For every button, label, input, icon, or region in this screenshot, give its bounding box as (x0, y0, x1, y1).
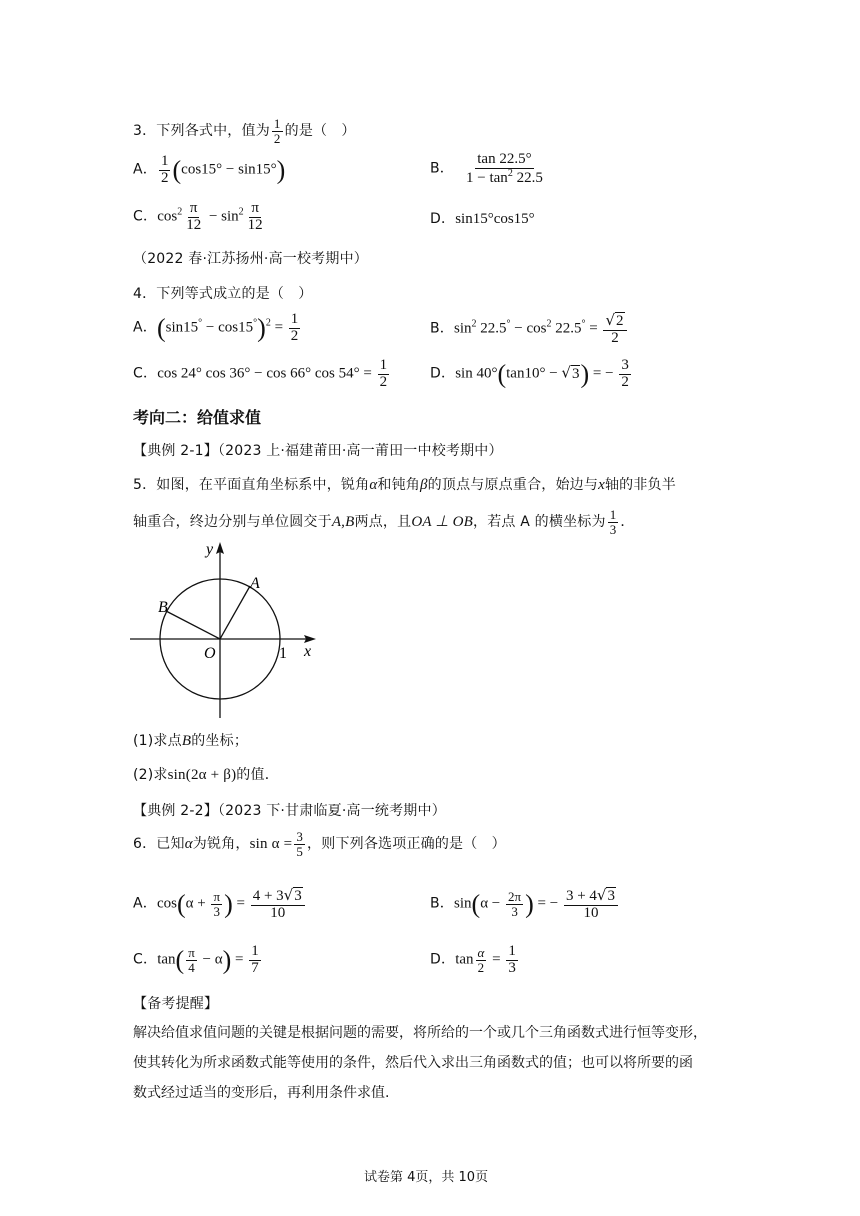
radicand: 2 (616, 313, 624, 329)
option-label: A． (133, 319, 157, 336)
frac-num: √2 (603, 312, 626, 331)
fn: − sin (205, 208, 239, 225)
frac-den: 5 (296, 843, 304, 859)
q4-d-fraction (619, 358, 631, 391)
example-source: （2023 上·福建莆田·高一莆田一中校考期中） (217, 443, 503, 459)
section-heading: 考向二：给值求值 (133, 408, 262, 427)
frac-alpha (476, 946, 487, 974)
expr: − cos15 (202, 319, 254, 336)
q5-line1 (133, 474, 676, 494)
unit-circle-figure (128, 540, 328, 722)
fn: sin (454, 895, 472, 912)
expr: α − (480, 895, 505, 912)
q6-fraction (294, 830, 305, 858)
sup: 2 (177, 206, 183, 218)
q3-b-fraction (464, 152, 545, 187)
q6-option-b: B．sin(α − $\frac{2\pi}{3}$ ) = − $\frac{3 + 4√3}{10}$ (430, 887, 620, 922)
text: 的值． (236, 767, 279, 783)
frac-den: 12 (247, 216, 263, 233)
alpha: α (369, 477, 378, 493)
source-note: （2022 春·江苏扬州·高一校考期中） (133, 251, 368, 267)
frac-num: 1 (379, 357, 388, 373)
frac-num: 2π (508, 889, 522, 905)
radicand: 3 (294, 888, 302, 904)
frac-den: 2 (379, 373, 388, 390)
frac-den: 4 (188, 959, 195, 975)
one-label: 1 (279, 645, 287, 662)
frac-den: 3 (511, 903, 518, 919)
q6-c-result (249, 944, 261, 977)
fn: cos (157, 208, 178, 225)
q6-option-a: A．cos(α + $\frac{\pi}{3}$ ) = $\frac{4 + 3√3}{10}$ (133, 887, 307, 922)
var-x: x (598, 477, 605, 493)
expr: sin 40° (455, 365, 498, 382)
frac-num: 3 (296, 829, 304, 844)
text: 6．已知 (133, 836, 185, 853)
frac-den: 3 (213, 903, 221, 919)
q3-option-b (430, 152, 547, 187)
frac-num: 1 (609, 507, 617, 522)
ray-ob (166, 611, 220, 639)
frac-num: 1 (273, 116, 281, 131)
reminder-line: 数式经过适当的变形后，再利用条件求值. (133, 1085, 390, 1101)
reminder-body (133, 1018, 733, 1108)
expr: tan10° − (506, 365, 562, 382)
radicand: 3 (571, 365, 580, 382)
fn: cos (156, 895, 177, 912)
ray-oa (220, 586, 250, 639)
q6-d-result (506, 944, 518, 977)
q6-option-d: D．tan $\frac{\alpha}{2}$ = $\frac{1}{3}$ (430, 943, 516, 976)
q3-option-c (133, 201, 267, 234)
option-label: C． (133, 951, 158, 968)
frac-num: 1 (160, 153, 169, 169)
q4-b-fraction (603, 312, 626, 347)
sup: 2 (471, 318, 477, 330)
den-part: 1 − tan (466, 169, 508, 186)
frac-pi (186, 946, 197, 974)
frac-num: 4 + 3√3 (251, 887, 305, 906)
expr: − α (198, 951, 223, 968)
point-b: B (181, 733, 192, 749)
frac-den: 3 (508, 959, 516, 976)
frac-num: tan 22.5° (477, 151, 532, 167)
sup: 2 (546, 318, 552, 330)
frac-den: 2 (160, 169, 169, 186)
q3-c-frac1 (184, 201, 203, 234)
q3-stem-text: 3．下列各式中，值为 (133, 123, 270, 140)
frac-den: 10 (583, 904, 599, 921)
text: 轴的非负半 (604, 477, 676, 493)
q3-option-a: A． $\frac{1}{2}$ (cos15° − sin15°) (133, 153, 286, 186)
frac-den: 3 (609, 521, 617, 537)
frac-num: π (251, 200, 259, 216)
q3-stem (133, 117, 356, 145)
frac-num: 3 + 4√3 (564, 887, 618, 906)
q5-fraction (608, 508, 619, 536)
frac-num: 1 (290, 311, 299, 327)
frac-den: 2 (273, 130, 281, 146)
q3-d-expr: sin15°cos15° (455, 211, 535, 227)
q4-a-fraction (289, 312, 301, 345)
frac-num: 1 (508, 943, 516, 959)
text: (2)求 (133, 767, 168, 783)
frac-num: π (188, 945, 195, 961)
option-label: A． (133, 161, 157, 178)
text: ． (620, 514, 635, 531)
q5-line2 (133, 508, 635, 536)
q5-sub1 (133, 730, 248, 750)
example-2-1-header (133, 440, 503, 460)
frac-den: 2 (611, 329, 619, 346)
beta: β (420, 477, 428, 493)
text: 为锐角， (192, 836, 250, 853)
point-b-label: B (158, 599, 168, 616)
option-label: B． (430, 320, 455, 337)
option-label: B． (430, 160, 455, 177)
frac-pi (211, 890, 222, 918)
frac-num: 1 (251, 943, 259, 959)
point-a-label: A (250, 575, 260, 592)
expr: 22.5 (476, 320, 507, 337)
expr: 22.5 (551, 320, 582, 337)
fn: tan (157, 951, 176, 968)
reminder-tag: 【备考提醒】 (133, 996, 219, 1012)
num-part: 4 + 3 (252, 888, 284, 904)
example-2-2-header (133, 800, 446, 820)
frac-den: 2 (290, 327, 299, 344)
q3-option-d (430, 208, 535, 228)
num-part: 3 + 4 (565, 888, 597, 904)
option-label: C． (133, 365, 158, 382)
q3-a-expr: cos15° − sin15° (181, 161, 277, 178)
q3-stem-tail: 的是（ ） (284, 123, 356, 140)
option-label: D． (430, 951, 456, 968)
text: 的坐标； (191, 733, 249, 749)
q4-option-a: A．$(\sin 15^\circ - \cos 15^\circ)^2$ = $\frac{1}{2}$ (133, 311, 299, 344)
expr: α + (185, 895, 210, 912)
q6-stem (133, 830, 506, 858)
text: ，若点 A 的横坐标为 (473, 514, 606, 531)
alpha: α (184, 836, 193, 853)
q6-b-result (564, 887, 618, 922)
den-part: 22.5 (512, 169, 543, 186)
option-label: C． (133, 208, 158, 225)
expr: − cos (510, 320, 547, 337)
text: (1)求点 (133, 733, 182, 749)
q5-sub2 (133, 764, 279, 784)
option-label: A． (133, 895, 157, 912)
q6-a-result (251, 887, 305, 922)
q3-stem-fraction (272, 117, 283, 145)
frac-den: 12 (186, 216, 202, 233)
q6-option-c: C．tan( $\frac{\pi}{4}$ − α) = $\frac{1}{7}$ (133, 943, 259, 976)
deg: ° (506, 318, 511, 330)
q4-option-d: D．sin 40°(tan10° − √3) = − $\frac{3}{2}$ (430, 357, 629, 390)
y-label: y (206, 541, 214, 558)
expr: cos 24° cos 36° − cos 66° cos 54° (157, 365, 360, 382)
sup: 2 (265, 317, 271, 329)
sup: 2 (238, 206, 244, 218)
text: ，则下列各选项正确的是（ ） (307, 836, 506, 853)
frac-den (464, 169, 545, 187)
text: 和钝角 (377, 477, 420, 493)
example-source: （2023 下·甘肃临夏·高一统考期中） (217, 803, 446, 819)
radicand: 3 (607, 888, 615, 904)
q4-c-fraction (378, 358, 390, 391)
option-label: D． (430, 365, 456, 382)
q3-c-frac2 (246, 201, 265, 234)
page-footer: 试卷第 4页，共 10页 (364, 1170, 489, 1185)
frac-num: 3 (621, 357, 629, 373)
deg: ° (198, 317, 203, 329)
x-label: x (304, 643, 312, 660)
text: 的顶点与原点重合，始边与 (427, 477, 599, 493)
frac-num: π (213, 889, 221, 905)
fn: tan (455, 951, 474, 968)
expr: sin15 (165, 319, 199, 336)
example-tag: 【典例 2-2】 (133, 803, 218, 819)
example-tag: 【典例 2-1】 (133, 443, 218, 459)
frac-den: 2 (621, 373, 629, 390)
frac-den: 2 (477, 959, 485, 975)
q4-stem: 4．下列等式成立的是（ ） (133, 286, 313, 302)
q4-option-b: B．$\sin^2 22.5^\circ - \cos^2 22.5^\circ$ = $\frac{√2}{2}$ (430, 312, 629, 347)
text: 5．如图，在平面直角坐标系中，锐角 (133, 477, 370, 493)
reminder-line: 解决给值求值问题的关键是根据问题的需要，将所给的一个或几个三角函数式进行恒等变形， (133, 1025, 707, 1041)
option-label: D． (430, 211, 456, 227)
sub2-expr: sin(2α + β) (167, 767, 237, 783)
den-sup: 2 (507, 167, 513, 179)
sin-expr: sin α = (249, 836, 293, 853)
frac-num: α (477, 945, 485, 961)
origin-label: O (204, 645, 216, 662)
frac-den: 10 (270, 904, 286, 921)
q4-option-c: C．cos 24° cos 36° − cos 66° cos 54° = $\frac{1}{2}$ (133, 357, 388, 390)
text: 轴重合，终边分别与单位圆交于 (133, 514, 332, 531)
option-label: B． (430, 895, 455, 912)
deg: ° (253, 317, 258, 329)
frac-den: 7 (251, 959, 259, 976)
text: 两点，且 (354, 514, 412, 531)
reminder-line: 使其转化为所求函数式能等使用的条件，然后代入求出三角函数式的值；也可以将所要的函 (133, 1055, 693, 1071)
frac-pi (506, 890, 523, 918)
q3-a-fraction (159, 154, 171, 187)
frac-num: π (189, 200, 198, 216)
points-ab: A,B (331, 514, 355, 531)
perp-expr: OA ⊥ OB (411, 514, 473, 531)
deg: ° (581, 318, 586, 330)
expr: sin (454, 320, 472, 337)
